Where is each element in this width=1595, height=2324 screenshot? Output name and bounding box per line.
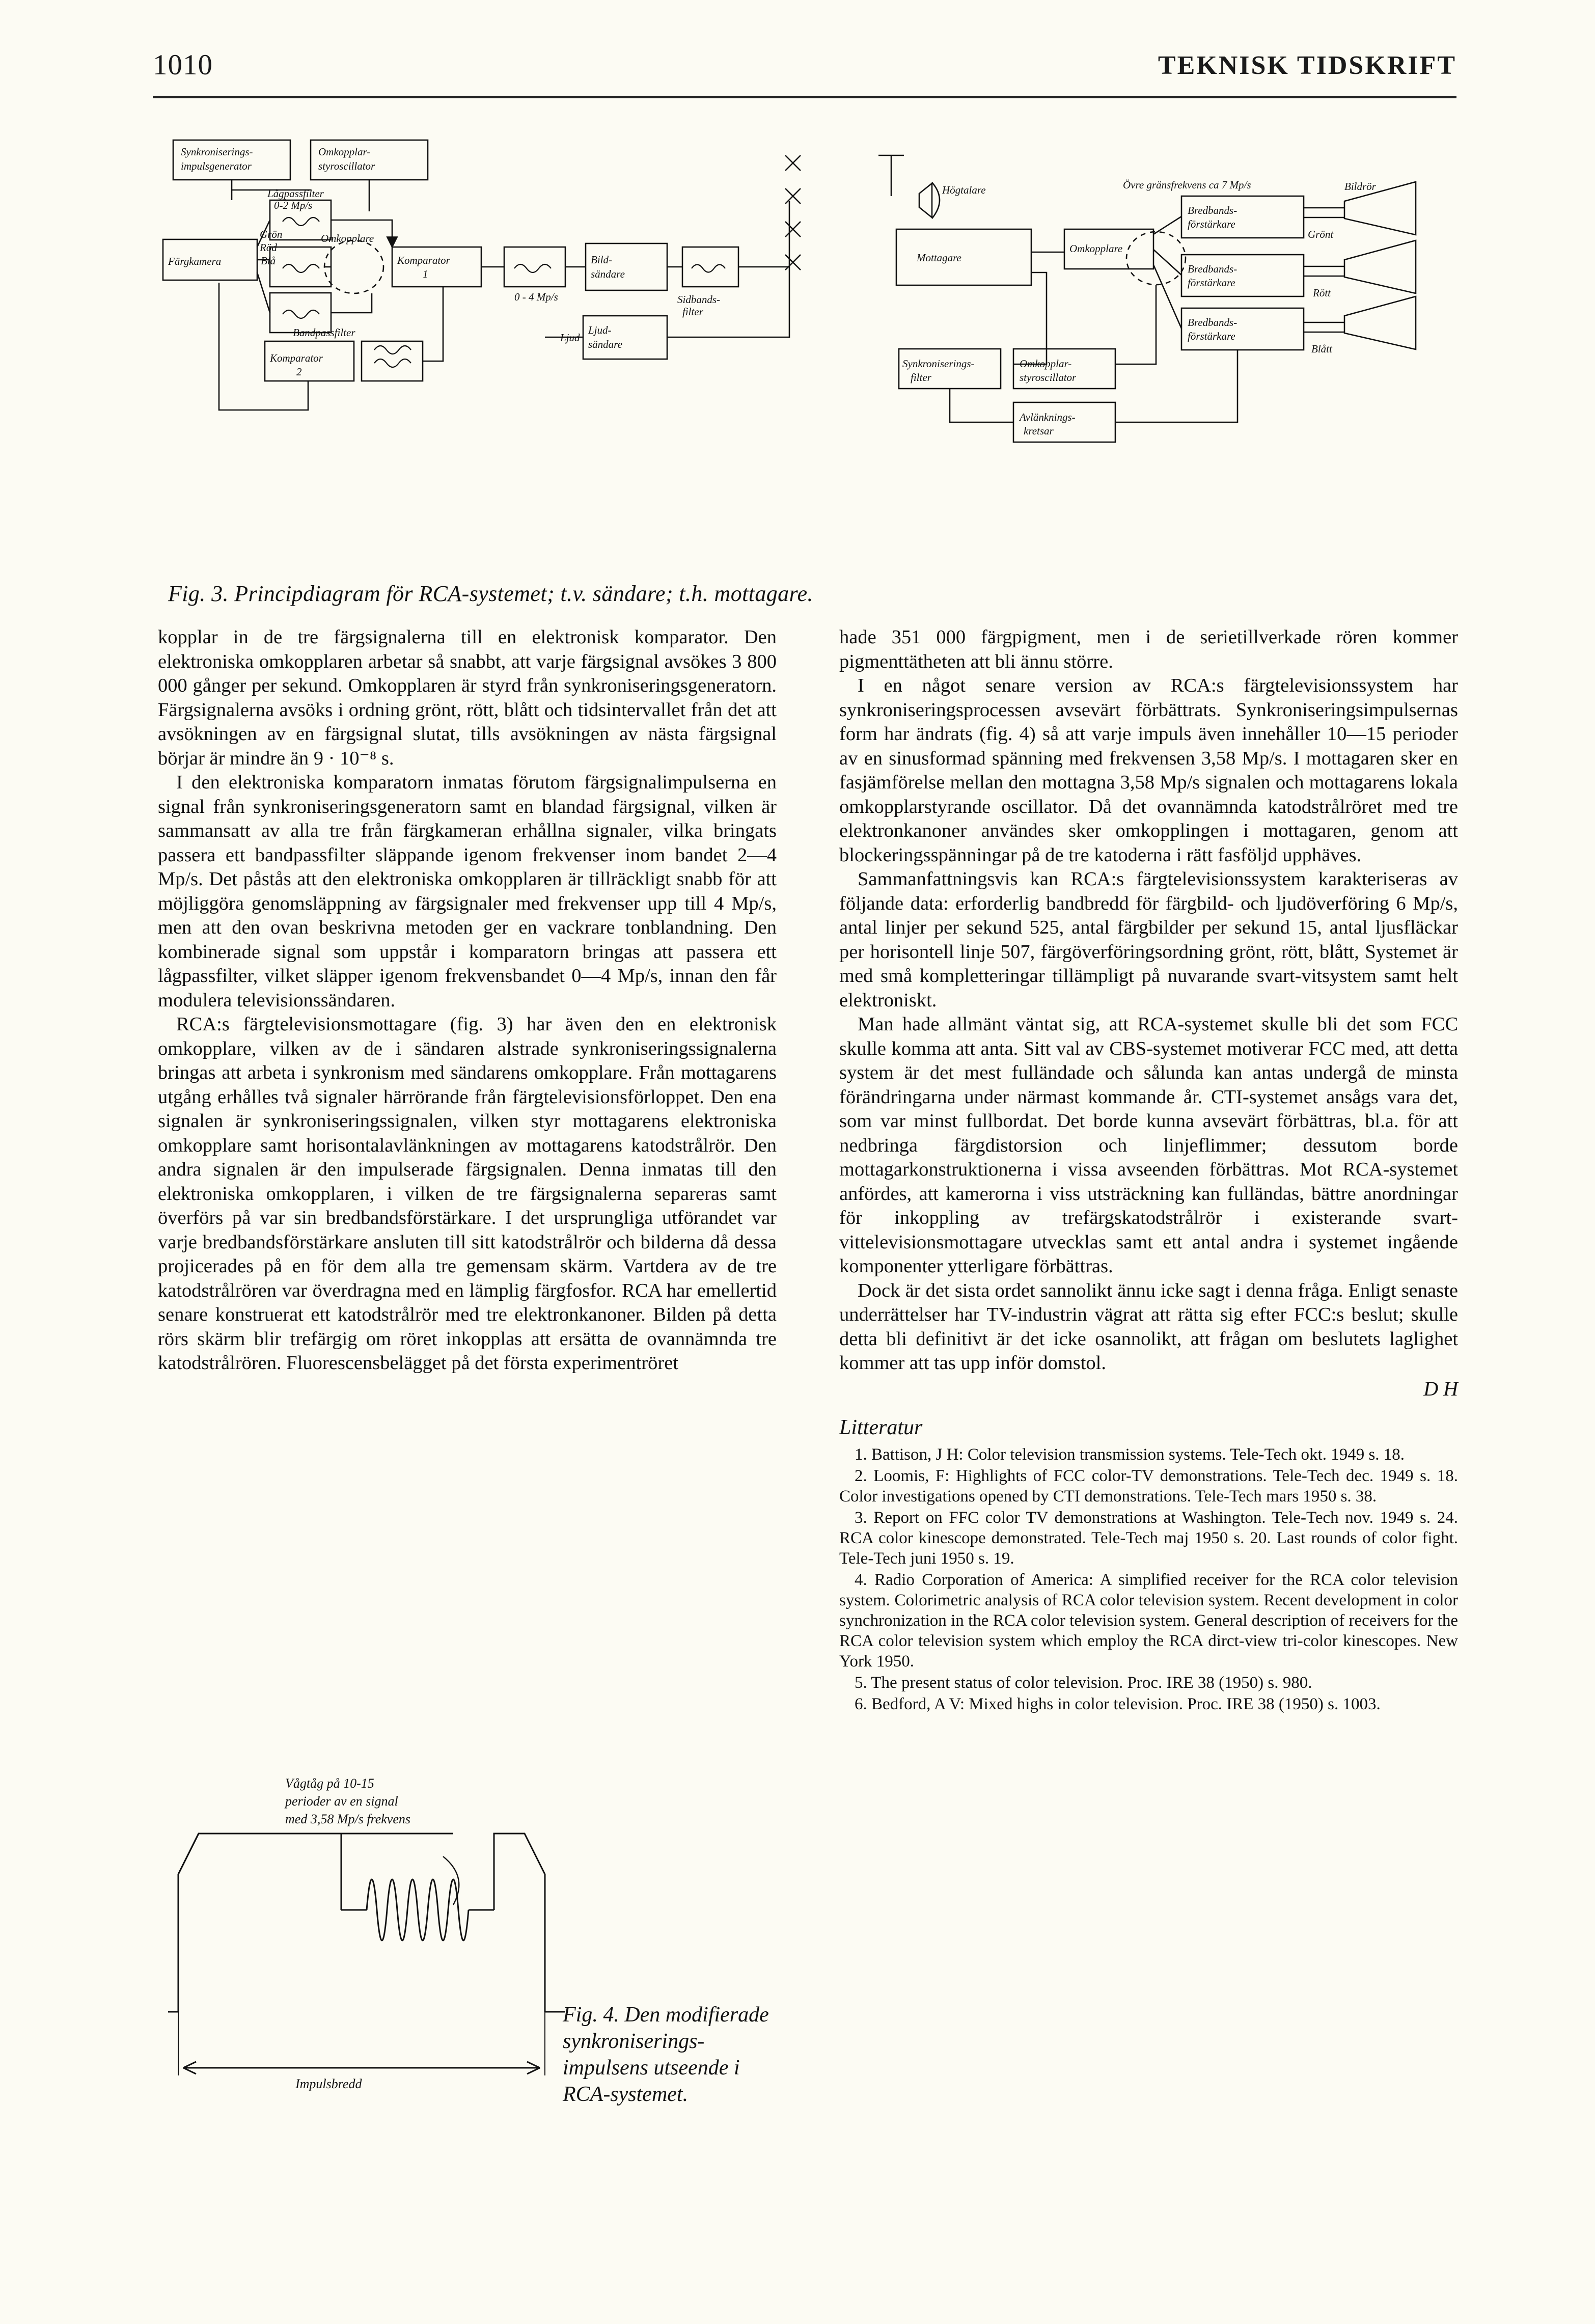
svg-text:sändare: sändare (588, 338, 622, 350)
svg-text:Impulsbredd: Impulsbredd (295, 2076, 362, 2091)
figure-4-caption: Fig. 4. Den modifierade synkroniserings-impulsens utseende i RCA-systemet. (563, 2003, 769, 2106)
literature-list (839, 1444, 1458, 1714)
paragraph: Sammanfattningsvis kan RCA:s färgtelevisionssystem karakteriseras av följande data: erforderlig bandbredd för färgbild- och ljudöverföring 6 Mp/s, antal linjer per sekund 525, antal färgbilder per sekund 15, antal ljusfläckar per horisontell linje 507, färgöverföringsordning grönt, rött, blått, Systemet är med små kompletteringar tillämpligt på nuvarande svart-vitsystem samt helt elektroniskt. (839, 868, 1458, 1011)
literature-item: 5. The present status of color television. Proc. IRE 38 (1950) s. 980. (855, 1673, 1312, 1692)
svg-text:Blå: Blå (261, 255, 276, 267)
svg-text:Rött: Rött (1313, 287, 1331, 299)
svg-text:0 - 4 Mp/s: 0 - 4 Mp/s (514, 291, 558, 303)
svg-text:Bild-: Bild- (591, 254, 612, 266)
svg-text:Färgkamera: Färgkamera (168, 255, 222, 267)
svg-text:Bandpassfilter: Bandpassfilter (293, 326, 355, 339)
svg-text:Synkroniserings-: Synkroniserings- (181, 146, 253, 158)
svg-text:Komparator: Komparator (397, 254, 450, 266)
svg-text:filter: filter (911, 371, 931, 384)
svg-text:perioder av en signal: perioder av en signal (285, 1794, 398, 1809)
right-text-column (839, 625, 1458, 1715)
paragraph: I en något senare version av RCA:s färgtelevisionssystem har synkroniseringsprocessen avsevärt förbättrats. Synkroniseringsimpulsernas form har ändrats (fig. 4) så att varje impuls även innehåller 10—15 perioder av en sinusformad spänning med frekvensen 3,58 Mp/s. I mottagaren sker en fasjämförelse mellan den mottagna 3,58 Mp/s signalen och mottagarens lokala omkopplarstyrande oscillator. Då det ovannämnda katodstrålröret med tre elektronkanoner användes sker omkopplingen i mottagaren, genom att blockeringsspänningar på de tre katoderna i rätt fasföljd upphäves. (839, 675, 1458, 866)
page-number: 1010 (153, 49, 213, 81)
svg-text:0-2 Mp/s: 0-2 Mp/s (274, 199, 313, 211)
literature-item: 4. Radio Corporation of America: A simplified receiver for the RCA color television system. Colorimetric analysis of RCA color television system. Recent development in color synchronization in the RCA color television system. General description of receivers for the RCA color television system which employ the RCA dirct-view tri-color kinescopes. New York 1950. (839, 1570, 1458, 1671)
svg-text:Omkopplare: Omkopplare (321, 232, 374, 244)
svg-text:Mottagare: Mottagare (917, 252, 961, 264)
svg-text:Högtalare: Högtalare (942, 184, 986, 196)
svg-text:impulsgenerator: impulsgenerator (181, 160, 252, 172)
paragraph: Dock är det sista ordet sannolikt ännu icke sagt i denna fråga. Enligt senaste underrättelser har TV-industrin vägrat att rätta sig efter FCC:s beslut; skulle detta bli definitivt är det icke osannolikt, att frågan om beslutets laglighet kommer att tas upp inför domstol. (839, 1279, 1458, 1374)
svg-text:Grön: Grön (260, 228, 283, 240)
header-rule (153, 96, 1456, 98)
figure-3-caption: Fig. 3. Principdiagram för RCA-systemet; t.v. sändare; t.h. mottagare. (168, 581, 813, 606)
svg-text:1: 1 (423, 268, 428, 280)
left-text-column (158, 625, 777, 1376)
svg-text:Omkopplar-: Omkopplar- (1020, 358, 1072, 370)
literature-item: 3. Report on FFC color TV demonstrations at Washington. Tele-Tech nov. 1949 s. 24. RCA color kinescope demonstrated. Tele-Tech maj 1950 s. 20. Last rounds of color fight. Tele-Tech juni 1950 s. 19. (839, 1508, 1458, 1568)
svg-text:Bredbands-: Bredbands- (1188, 316, 1238, 329)
svg-text:Lågpassfilter: Lågpassfilter (267, 187, 324, 200)
svg-text:förstärkare: förstärkare (1188, 330, 1235, 342)
literature-item: 6. Bedford, A V: Mixed highs in color television. Proc. IRE 38 (1950) s. 1003. (855, 1694, 1381, 1713)
svg-text:Vågtåg på 10-15: Vågtåg på 10-15 (285, 1776, 374, 1791)
paragraph: Man hade allmänt väntat sig, att RCA-systemet skulle bli det som FCC skulle komma att anta. Sitt val av CBS-systemet motiverar FCC med, att detta system är det mest fulländade och sålunda kan antas undergå de minsta förändringarna under närmast kommande år. CTI-systemet ansågs vara det, som var minst fullbordat. Det borde kunna avsevärt förbättras, bl.a. för att nedbringa färgdistorsion och linjeflimmer; dessutom borde mottagarkonstruktionerna i vissa avseenden förbättras. Mot RCA-systemet anfördes, att kamerorna i viss utsträckning kan fulländas, bättre anordningar för inkoppling av trefärgskatodstrålrör i existerande svart-vittelevisionsmottagare utvecklas samt ett antal andra i systemet ingående komponenter ytterligare förbättras. (839, 1014, 1458, 1277)
svg-text:Grönt: Grönt (1308, 228, 1334, 240)
literature-item: 2. Loomis, F: Highlights of FCC color-TV demonstrations. Tele-Tech dec. 1949 s. 18. Color investigations opened by CTI demonstrations. Tele-Tech mars 1950 s. 38. (839, 1466, 1458, 1506)
paragraph: I den elektroniska komparatorn inmatas förutom färgsignalimpulserna en signal från synkroniseringsgeneratorn samt en blandad färgsignal, vilken är sammansatt av alla tre från färgkameran erhållna signaler, vilka bringats passera ett bandpassfilter släppande igenom frekvenser inom bandet 2—4 Mp/s. Det påstås att den elektroniska omkopplaren är tillräckligt snabb för att möjliggöra genomsläppning av färgsignaler med frekvenser upp till 4 Mp/s, men att den ovan beskrivna metoden ger en vackrare tonblandning. Den kombinerade signal som uppstår i komparatorn bringas att passera ett lågpassfilter, vilket släpper igenom frekvensbandet 0—4 Mp/s, innan den får modulera televisionssändaren. (158, 772, 777, 1011)
svg-text:kretsar: kretsar (1024, 425, 1054, 437)
literature-heading: Litteratur (839, 1416, 923, 1439)
svg-text:Röd: Röd (260, 241, 277, 254)
svg-text:med 3,58 Mp/s frekvens: med 3,58 Mp/s frekvens (285, 1812, 410, 1826)
svg-text:styroscillator: styroscillator (318, 160, 375, 172)
svg-text:Synkroniserings-: Synkroniserings- (902, 358, 975, 370)
svg-text:Omkopplar-: Omkopplar- (318, 146, 371, 158)
svg-text:Bredbands-: Bredbands- (1188, 263, 1238, 275)
svg-text:Omkopplare: Omkopplare (1069, 242, 1123, 255)
paragraph: RCA:s färgtelevisionsmottagare (fig. 3) har även den en elektronisk omkopplare, vilken av de i sändaren alstrade synkroniseringssignalerna bringas att arbeta i synkronism med sändarens omkopplare. Från mottagarens utgång erhålles två signaler härrörande från färgtelevisionsförloppet. Den ena signalen är synkroniseringssignalen, vilken styr mottagarens elektroniska omkopplare samt horisontalavlänkningen av mottagarens katodstrålrör. Den andra signalen är den impulserade färgsignalen. Denna inmatas till den elektroniska omkopplaren, i vilken de tre färgsignalerna separeras samt överförs på var sin bredbandsförstärkare. I det ursprungliga utförandet var varje bredbandsförstärkare ansluten till sitt katodstrålrör och bilderna då dessa projicerades på en för dem alla tre gemensam skärm. Vartdera av de tre katodstrålrören var överdragna med en lämplig färgfosfor. RCA har emellertid senare konstruerat ett katodstrålrör med tre elektronkanoner. Bilden på detta rörs skärm blir trefärgig om röret inkopplas att ersätta de ovannämnda tre katodstrålrören. Fluorescensbelägget på det första experimentröret (158, 1014, 777, 1374)
svg-text:Ljud-: Ljud- (588, 324, 612, 336)
author-signature: D H (1423, 1377, 1458, 1400)
svg-text:Avlänknings-: Avlänknings- (1020, 411, 1076, 423)
svg-text:styroscillator: styroscillator (1020, 371, 1077, 384)
svg-text:Sidbands-: Sidbands- (677, 293, 720, 306)
svg-text:2: 2 (296, 366, 302, 378)
svg-text:förstärkare: förstärkare (1188, 218, 1235, 230)
svg-text:Ljud: Ljud (560, 332, 580, 344)
svg-text:Bildrör: Bildrör (1344, 180, 1376, 193)
svg-text:Blått: Blått (1311, 343, 1332, 355)
svg-text:filter: filter (682, 306, 703, 318)
paragraph: kopplar in de tre färgsignalerna till en elektronisk komparator. Den elektroniska omkopplaren arbetar så snabbt, att varje färgsignal avsökes 3 800 000 gånger per sekund. Omkopplaren är styrd från synkroniseringsgeneratorn. Färgsignalerna avsöks i ordning grönt, rött, blått och tidsintervallet från det att avsökningen av en färgsignal slutat, tills avsökningen av nästa färgsignal börjar är mindre än 9 · 10⁻⁸ s. (158, 626, 777, 769)
svg-text:sändare: sändare (591, 268, 625, 280)
literature-item: 1. Battison, J H: Color television transmission systems. Tele-Tech okt. 1949 s. 18. (855, 1445, 1405, 1464)
svg-text:förstärkare: förstärkare (1188, 277, 1235, 289)
svg-text:Komparator: Komparator (270, 352, 323, 364)
paragraph: hade 351 000 färgpigment, men i de serietillverkade rören kommer pigmenttätheten att bli ännu större. (839, 626, 1458, 672)
journal-title: TEKNISK TIDSKRIFT (1158, 51, 1456, 80)
page-header (153, 48, 1456, 94)
svg-text:Bredbands-: Bredbands- (1188, 204, 1238, 216)
figure-3-diagram (158, 125, 1456, 573)
svg-text:Övre gränsfrekvens ca 7 Mp/s: Övre gränsfrekvens ca 7 Mp/s (1123, 179, 1251, 191)
